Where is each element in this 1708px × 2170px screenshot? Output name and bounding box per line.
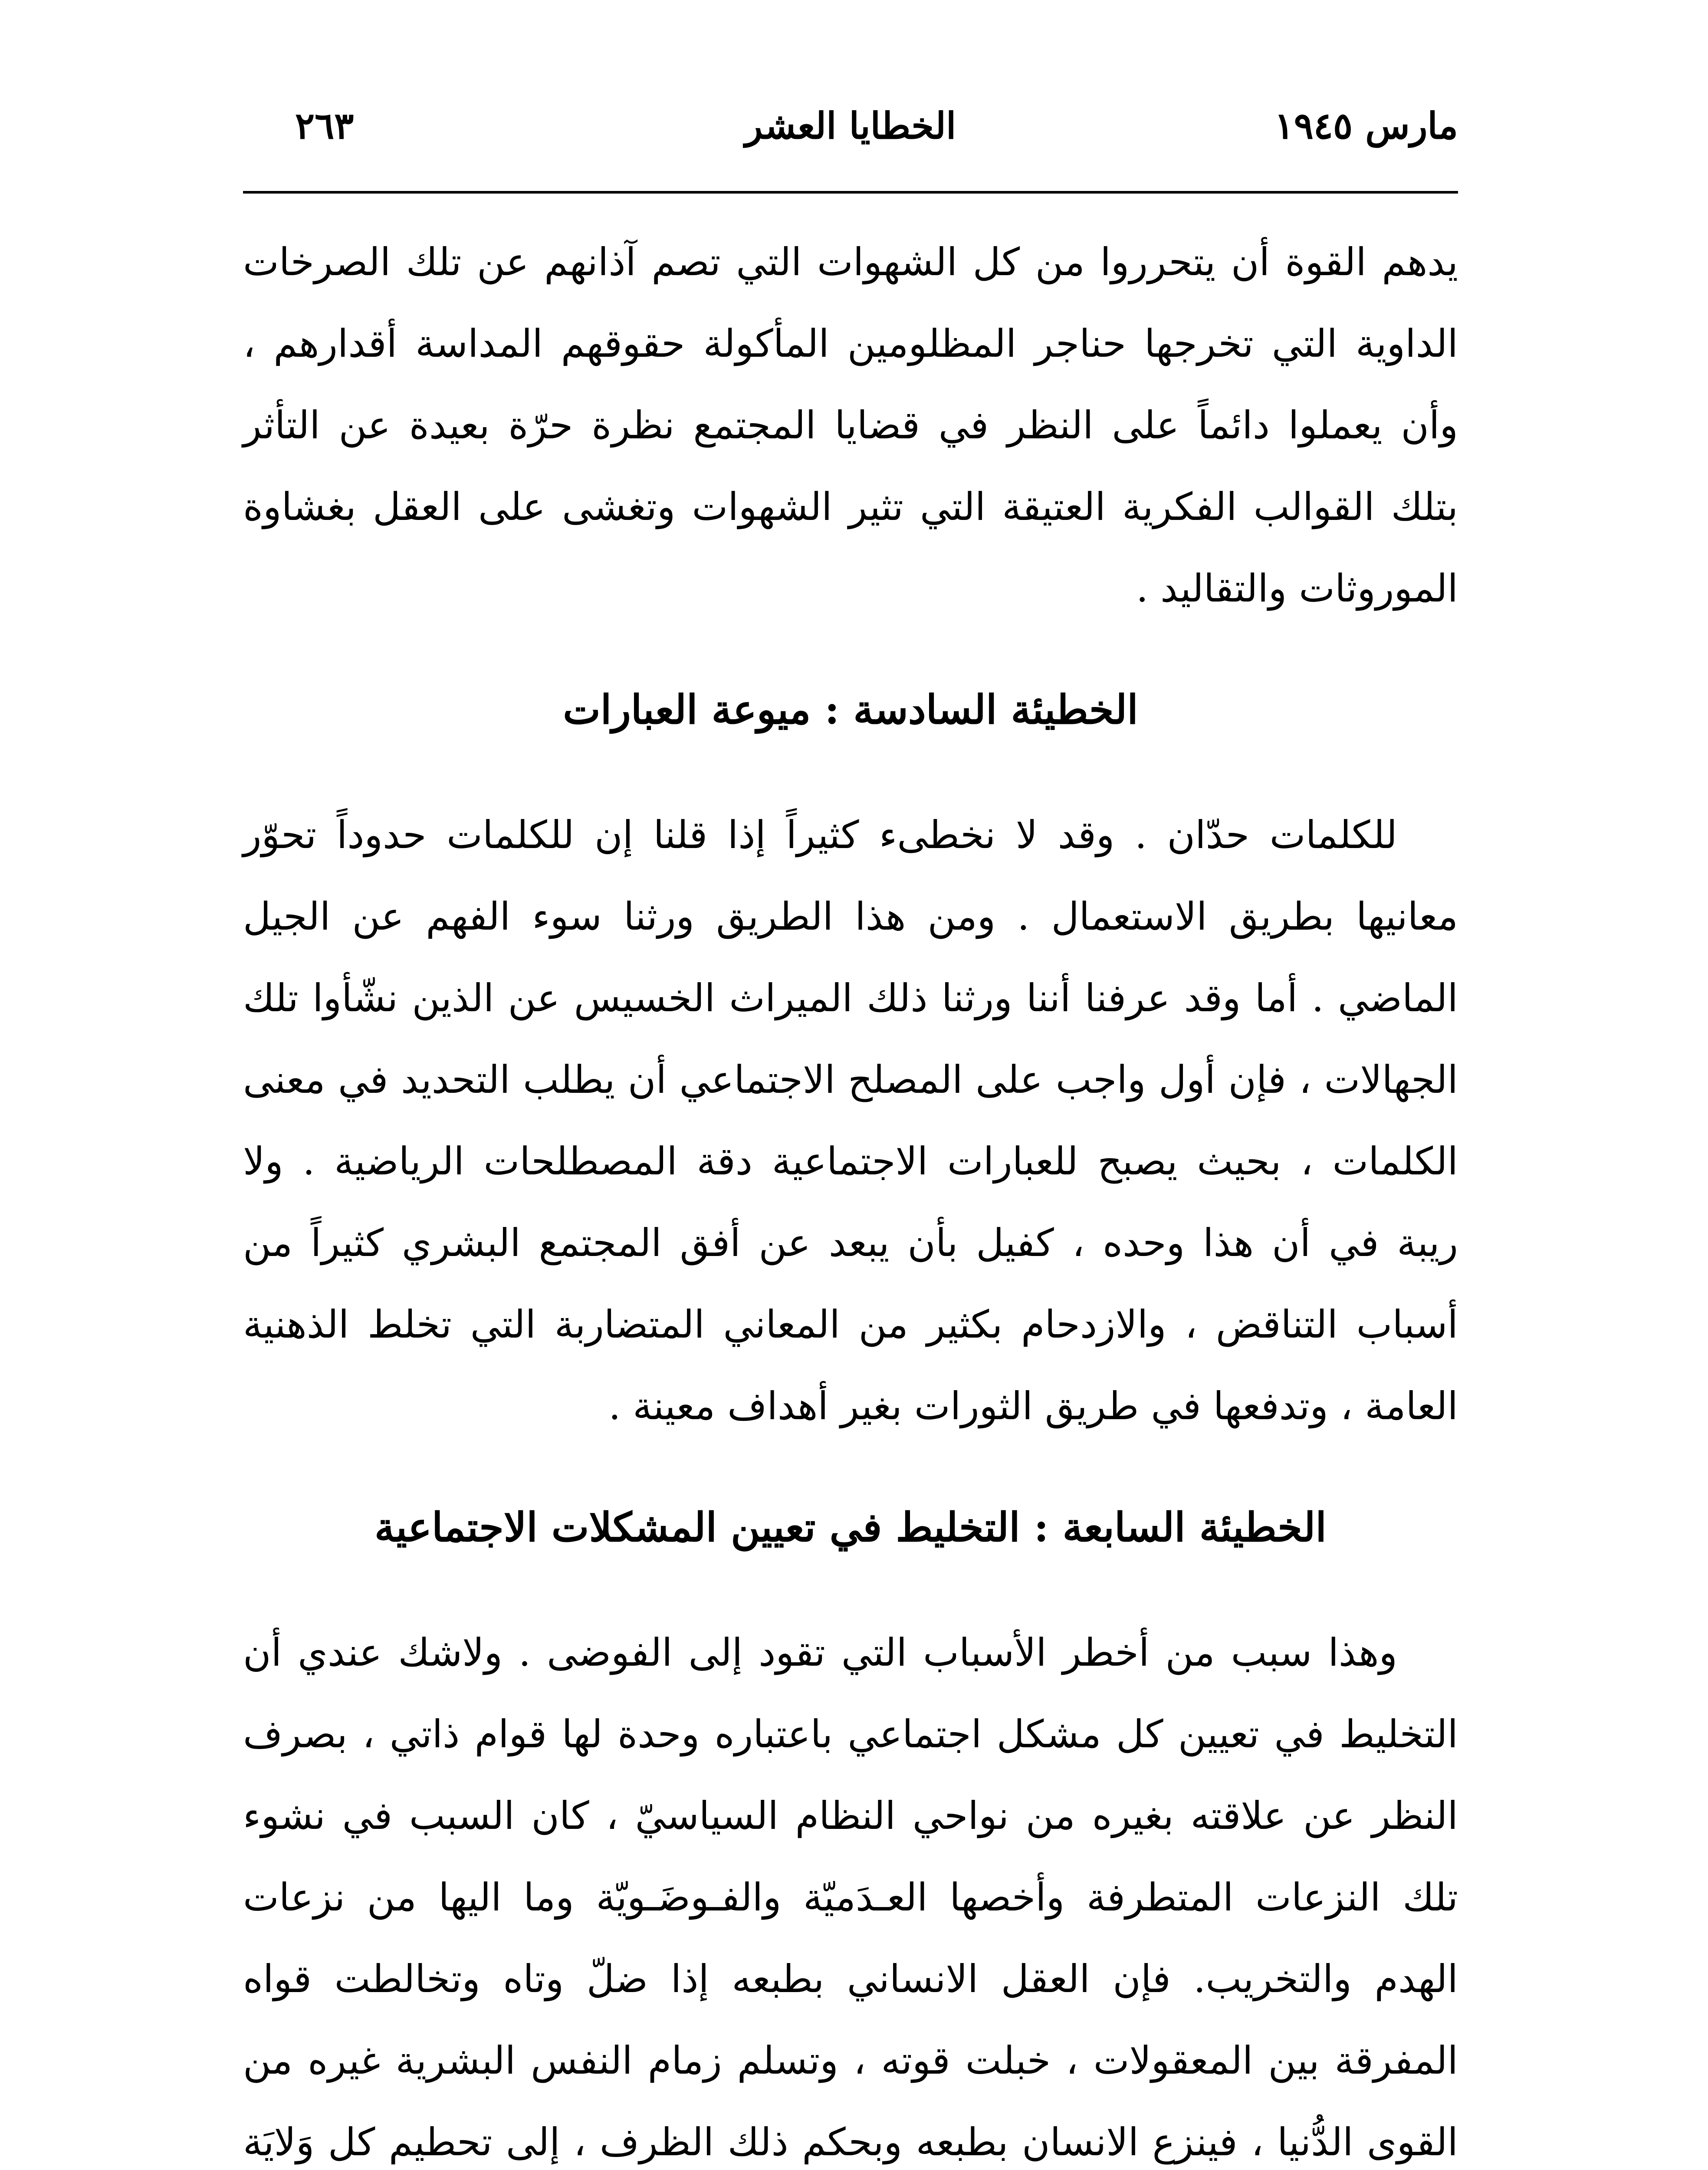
header-title: الخطايا العشر	[745, 104, 956, 147]
paragraph-seventh-sin: وهذا سبب من أخطر الأسباب التي تقود إلى الفوضى . ولاشك عندي أن التخليط في تعيين كل مشكل اجتماعي باعتباره وحدة لها قوام ذاتي ، بصرف النظر عن علاقته بغيره من نواحي النظام السياسيّ ، كان السبب في نشوء تلك النزعات المتطرفة وأخصها العـدَميّة والفـوضَـويّة وما اليها من نزعات الهدم والتخريب. فإن العقل الانساني بطبعه إذا ضلّ وتاه وتخالطت قواه المفرقة بين المعقولات ، خبلت قوته ، وتسلم زمام النفس البشرية غيره من القوى الدُّنيا ، فينزع الانسان بطبعه وبحكم ذلك الظرف ، إلى تحطيم كل وَلايَة	[243, 1630, 1458, 2164]
page-number: ٢٦٣	[295, 104, 354, 147]
heading-sixth-sin: الخطيئة السادسة : ميوعة العبارات	[563, 686, 1138, 733]
paragraph-sixth-sin: للكلمات حدّان . وقد لا نخطىء كثيراً إذا قلنا إن للكلمات حدوداً تحوّر معانيها بطريق الاستعمال . ومن هذا الطريق ورثنا سوء الفهم عن الجيل الماضي . أما وقد عرفنا أننا ورثنا ذلك الميراث الخسيس عن الذين نشّأوا تلك الجهالات ، فإن أول واجب على المصلح الاجتماعي أن يطلب التحديد في معنى الكلمات ، بحيث يصبح للعبارات الاجتماعية دقة المصطلحات الرياضية . ولا ريبة في أن هذا وحده ، كفيل بأن يبعد عن أفق المجتمع البشري كثيراً من أسباب التناقض ، والازدحام بكثير من المعاني المتضاربة التي تخلط الذهنية العامة ، وتدفعها في طريق الثورات بغير أهداف معينة .	[243, 812, 1458, 1428]
header-rule	[243, 191, 1458, 194]
running-header	[243, 98, 1458, 171]
paragraph-continuation: يدهم القوة أن يتحرروا من كل الشهوات التي تصم آذانهم عن تلك الصرخات الداوية التي تخرجها حناجر المظلومين المأكولة حقوقهم المداسة أقدارهم ، وأن يعملوا دائماً على النظر في قضايا المجتمع نظرة حرّة بعيدة عن التأثر بتلك القوالب الفكرية العتيقة التي تثير الشهوات وتغشى على العقل بغشاوة الموروثات والتقاليد .	[243, 240, 1458, 611]
heading-seventh-sin: الخطيئة السابعة : التخليط في تعيين المشكلات الاجتماعية	[374, 1504, 1327, 1551]
header-date: مارس ١٩٤٥	[1274, 104, 1458, 147]
article-body	[243, 221, 1458, 2170]
